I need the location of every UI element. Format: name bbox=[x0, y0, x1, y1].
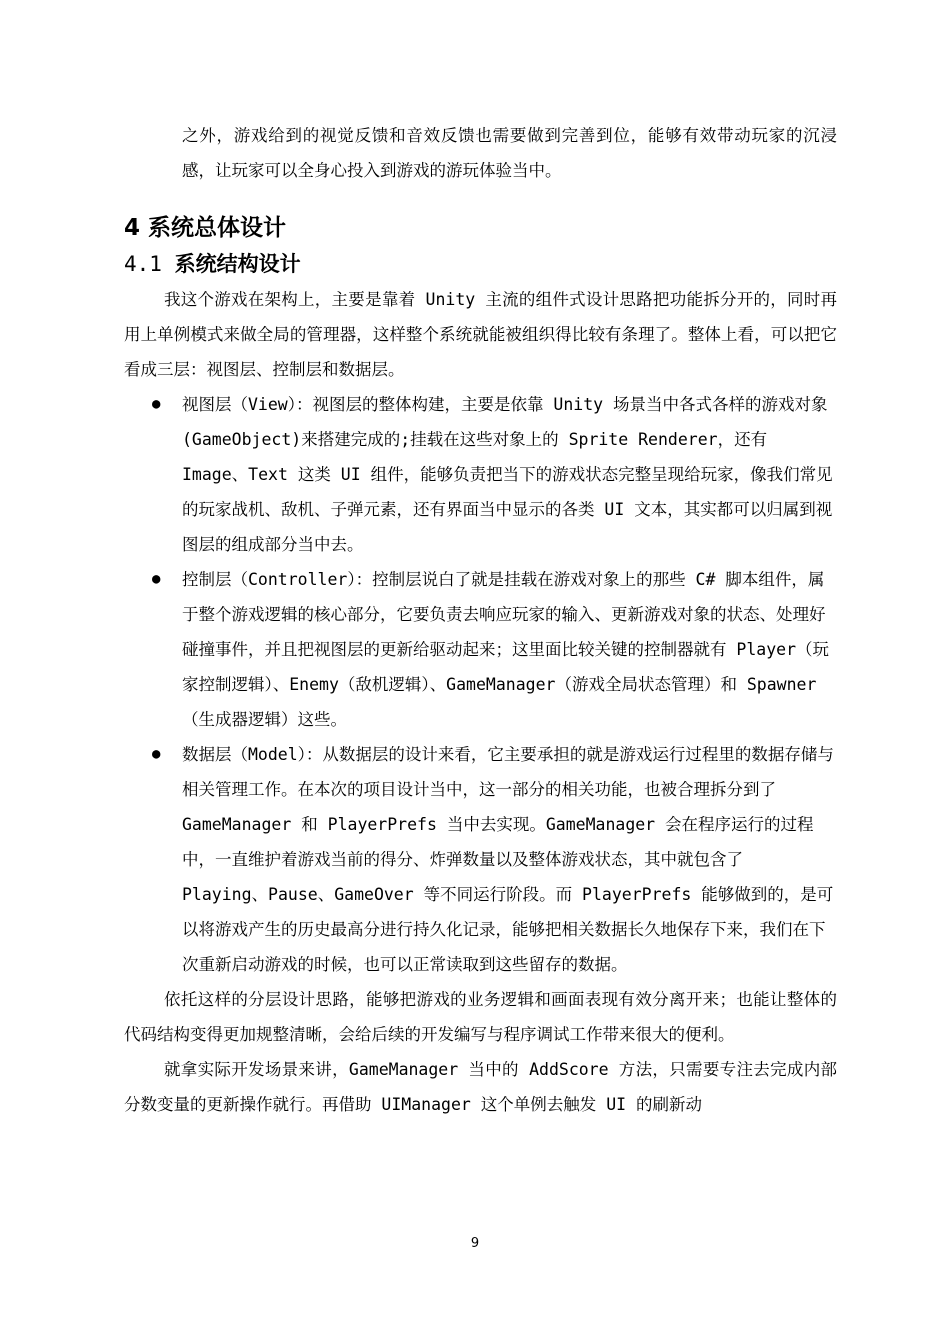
bullet-icon: ● bbox=[152, 746, 161, 762]
list-item bbox=[124, 387, 837, 562]
chapter-number: 4 bbox=[124, 215, 141, 241]
body-paragraph: 就拿实际开发场景来讲，GameManager 当中的 AddScore 方法，只需要专注去完成内部分数变量的更新操作就行。再借助 UIManager 这个单例去触发 UI 的刷新动 bbox=[124, 1060, 837, 1114]
chapter-heading bbox=[124, 210, 837, 246]
list-item bbox=[124, 737, 837, 982]
continuation-paragraph: 之外，游戏给到的视觉反馈和音效反馈也需要做到完善到位，能够有效带动玩家的沉浸感，让玩家可以全身心投入到游戏的游玩体验当中。 bbox=[182, 126, 837, 180]
section-number: 4.1 bbox=[124, 252, 162, 276]
list-item-text: 控制层（Controller）：控制层说白了就是挂载在游戏对象上的那些 C# 脚本组件，属于整个游戏逻辑的核心部分，它要负责去响应玩家的输入、更新游戏对象的状态、处理好碰撞事件，并且把视图层的更新给驱动起来；这里面比较关键的控制器就有 Player（玩家控制逻辑）、Enemy（敌机逻辑）、GameManager（游戏全局状态管理）和 Spawner（生成器逻辑）这些。 bbox=[182, 570, 830, 729]
page-number: 9 bbox=[470, 1236, 480, 1251]
chapter-title: 系统总体设计 bbox=[148, 215, 287, 241]
page-content bbox=[124, 118, 837, 1122]
section-title: 系统结构设计 bbox=[174, 252, 301, 276]
list-item bbox=[124, 562, 837, 737]
section-heading bbox=[124, 246, 837, 282]
bullet-icon: ● bbox=[152, 571, 161, 587]
bullet-icon: ● bbox=[152, 396, 161, 412]
list-item-text: 数据层（Model）：从数据层的设计来看，它主要承担的就是游戏运行过程里的数据存储与相关管理工作。在本次的项目设计当中，这一部分的相关功能，也被合理拆分到了 GameManager 和 PlayerPrefs 当中去实现。GameManager 会在程序运行的过程中，一直维护着游戏当前的得分、炸弹数量以及整体游戏状态，其中就包含了 Playing、Pause、GameOver 等不同运行阶段。而 PlayerPrefs 能够做到的，是可以将游戏产生的历史最高分进行持久化记录，能够把相关数据长久地保存下来，我们在下次重新启动游戏的时候，也可以正常读取到这些留存的数据。 bbox=[182, 745, 834, 974]
layer-list bbox=[124, 387, 837, 982]
list-item-text: 视图层（View）：视图层的整体构建，主要是依靠 Unity 场景当中各式各样的游戏对象(GameObject)来搭建完成的;挂载在这些对象上的 Sprite Renderer，还有 Image、Text 这类 UI 组件，能够负责把当下的游戏状态完整呈现给玩家，像我们常见的玩家战机、敌机、子弹元素，还有界面当中显示的各类 UI 文本，其实都可以归属到视图层的组成部分当中去。 bbox=[182, 395, 833, 554]
body-paragraph: 依托这样的分层设计思路，能够把游戏的业务逻辑和画面表现有效分离开来；也能让整体的代码结构变得更加规整清晰，会给后续的开发编写与程序调试工作带来很大的便利。 bbox=[124, 990, 837, 1044]
intro-paragraph: 我这个游戏在架构上，主要是靠着 Unity 主流的组件式设计思路把功能拆分开的，同时再用上单例模式来做全局的管理器，这样整个系统就能被组织得比较有条理了。整体上看，可以把它看成三层：视图层、控制层和数据层。 bbox=[124, 290, 837, 379]
